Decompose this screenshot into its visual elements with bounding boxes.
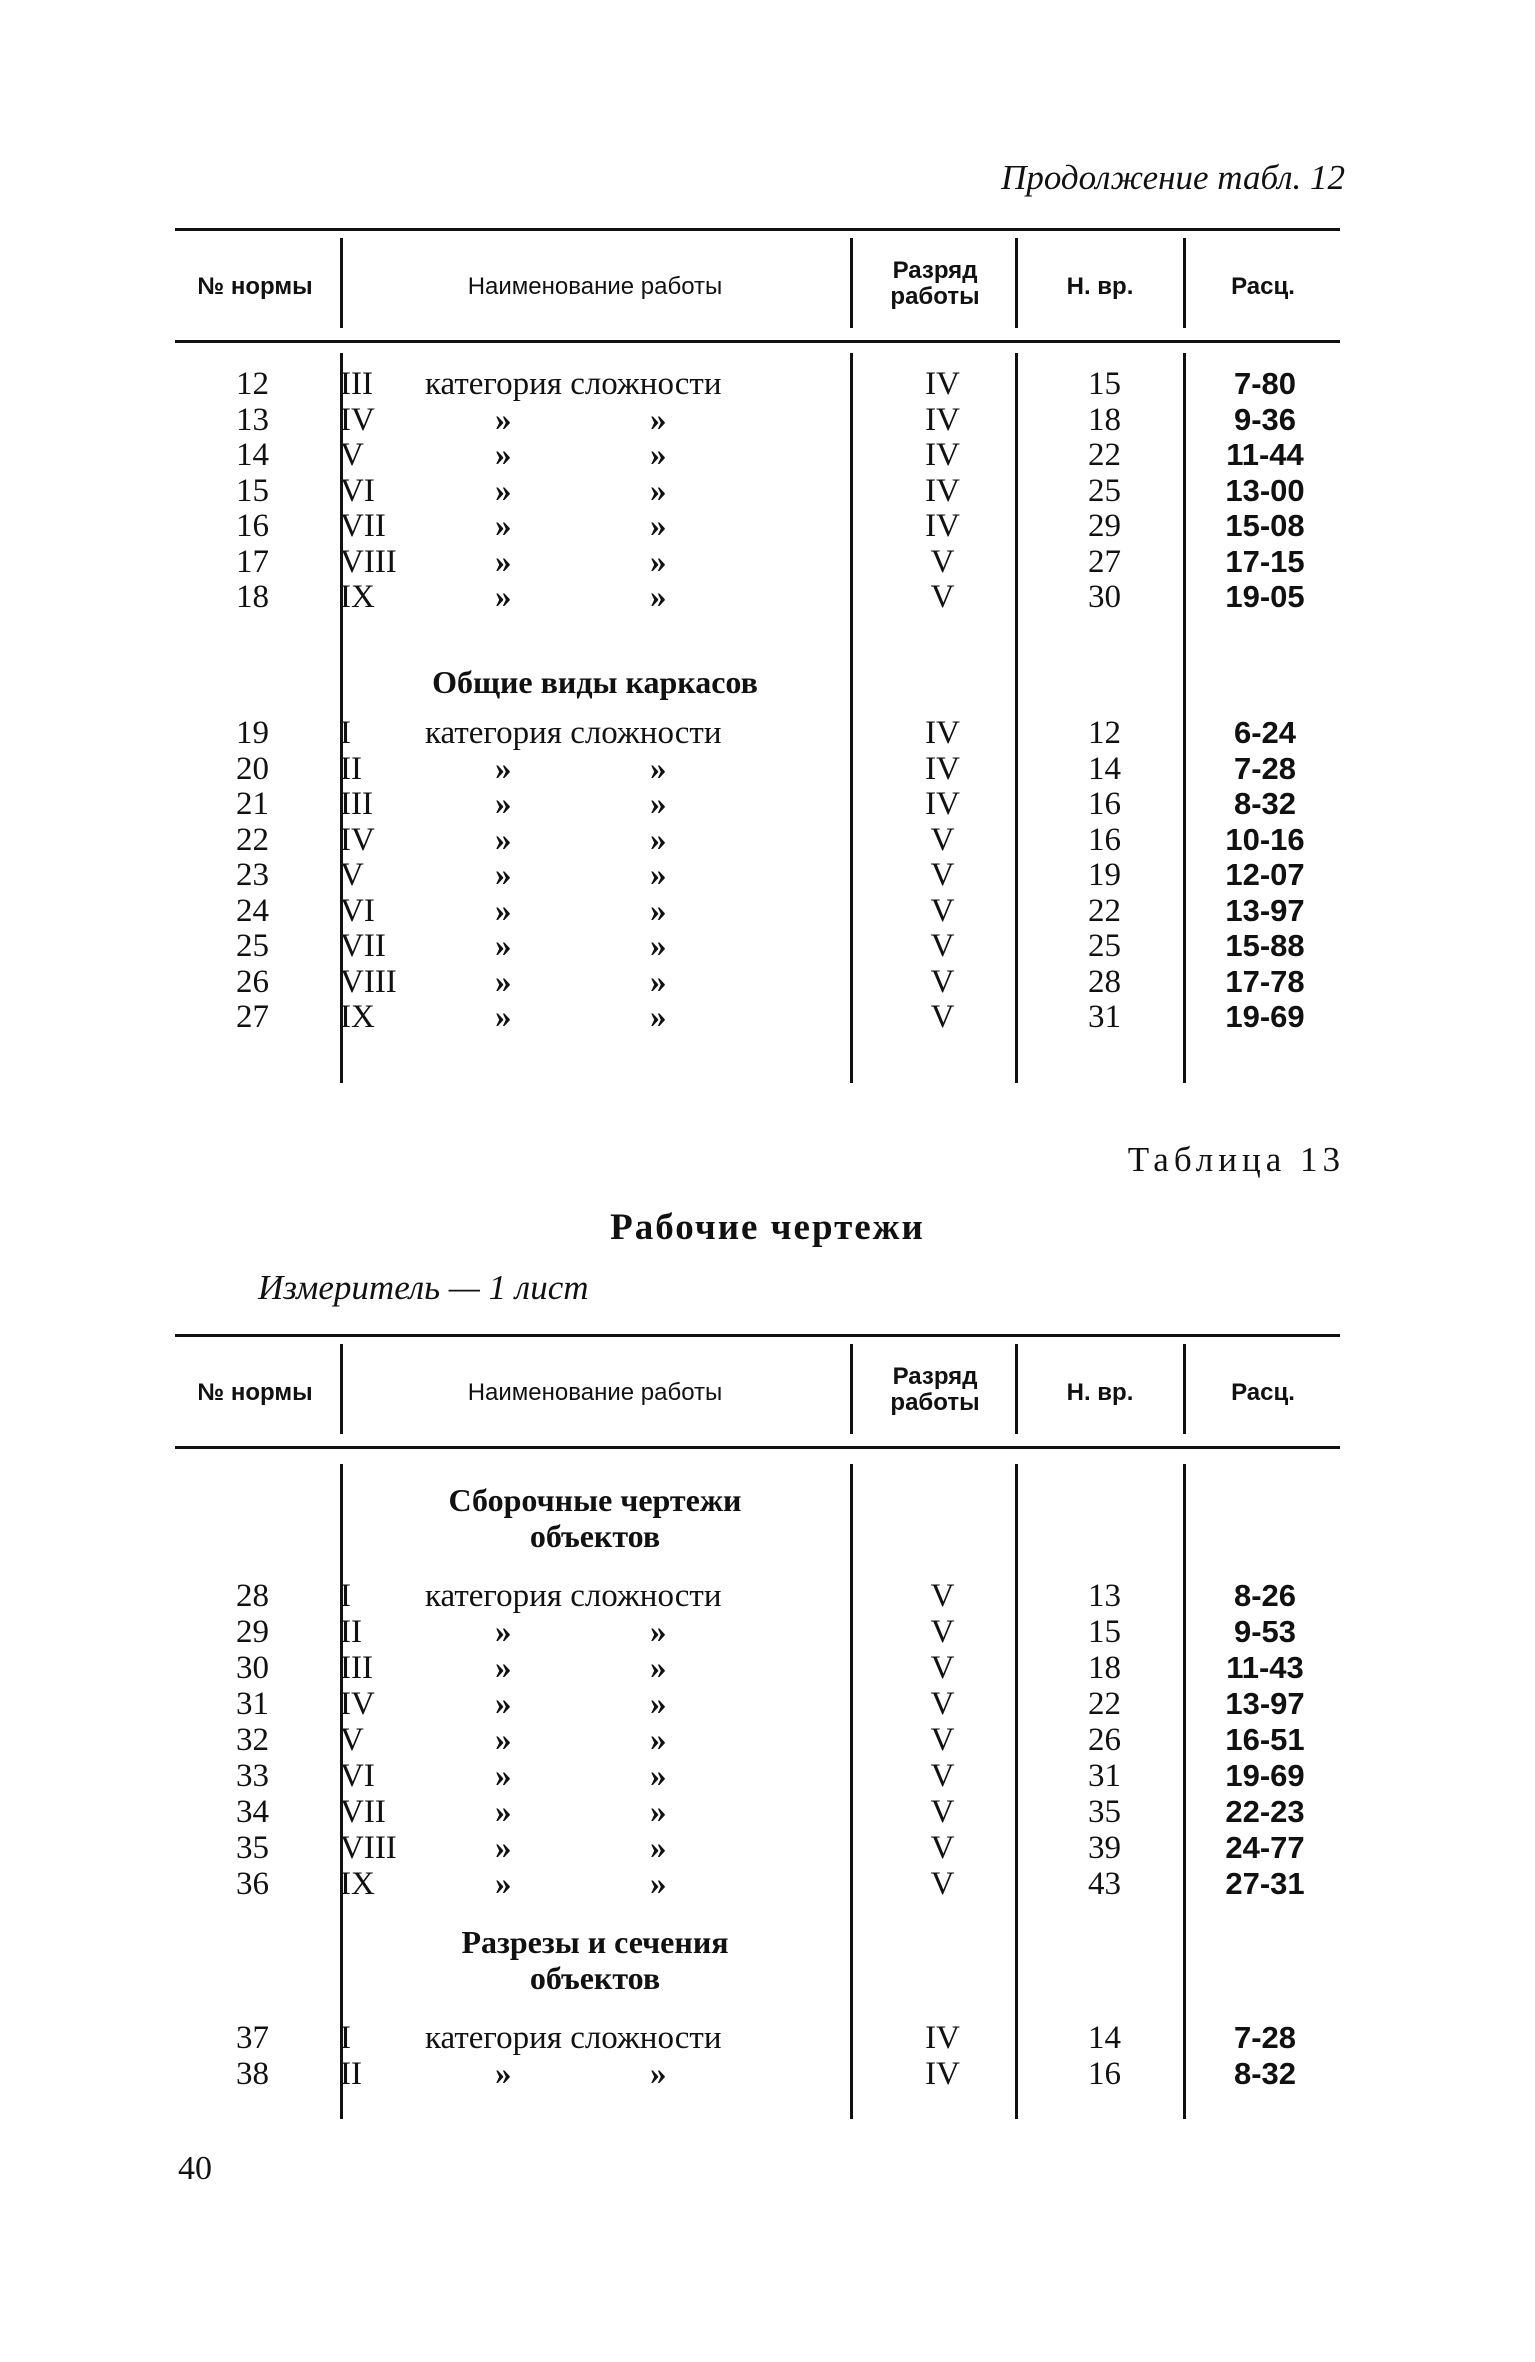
complexity-category: III: [340, 786, 373, 822]
work-grade: IV: [925, 715, 960, 751]
table-12: [175, 228, 1340, 1088]
ditto-mark: »: [650, 999, 667, 1035]
work-grade: V: [930, 857, 955, 893]
work-grade: V: [930, 1614, 955, 1650]
rate: 16-51: [1225, 1722, 1305, 1757]
norm-number: 18: [236, 579, 269, 615]
time-norm: 14: [1088, 2020, 1121, 2056]
section-heading: Общие виды каркасов: [432, 664, 758, 700]
norm-number: 27: [236, 999, 269, 1035]
ditto-mark: »: [650, 963, 667, 1000]
ditto-mark: »: [650, 2056, 667, 2092]
ditto-mark: »: [650, 1830, 667, 1866]
time-norm: 22: [1088, 892, 1121, 929]
col-header-name: Наименование работы: [467, 273, 723, 300]
ditto-mark: »: [495, 2056, 512, 2092]
table-row: [175, 544, 1340, 580]
rate: 27-31: [1225, 1866, 1305, 1901]
complexity-category: VIII: [340, 963, 397, 1000]
norm-number: 31: [236, 1686, 269, 1722]
work-grade: IV: [925, 2020, 960, 2056]
col-header-razr-line1: Разряд: [892, 257, 978, 284]
complexity-category: I: [340, 1578, 351, 1614]
rate: 22-23: [1225, 1794, 1305, 1829]
work-grade: V: [930, 1866, 955, 1902]
col-header-razr: [855, 258, 1015, 310]
table-row: [175, 366, 1340, 402]
norm-number: 13: [236, 401, 269, 438]
complexity-category: IV: [340, 401, 375, 438]
rate: 7-28: [1233, 750, 1297, 786]
work-grade: V: [930, 821, 955, 858]
complexity-category: IV: [340, 1686, 375, 1722]
complexity-category: VIII: [340, 1830, 397, 1866]
complexity-category: IX: [340, 1866, 375, 1902]
rate: 9-36: [1233, 401, 1297, 437]
table-row: [175, 473, 1340, 509]
time-norm: 19: [1088, 857, 1121, 893]
table-row: [175, 437, 1340, 473]
ditto-mark: »: [650, 579, 667, 615]
time-norm: 43: [1088, 1866, 1121, 1902]
ditto-mark: »: [495, 821, 512, 858]
norm-number: 33: [236, 1758, 269, 1794]
work-grade: V: [930, 892, 955, 929]
table-row: [175, 2056, 1340, 2092]
header-divider: [850, 1344, 853, 1434]
complexity-category: VII: [340, 508, 386, 544]
ditto-mark: »: [495, 1794, 512, 1830]
time-norm: 39: [1088, 1830, 1121, 1866]
table-row: [175, 786, 1340, 822]
complexity-category: I: [340, 2020, 351, 2056]
table-row: [175, 928, 1340, 964]
rate: 8-32: [1233, 786, 1297, 821]
norm-number: 26: [236, 963, 269, 1000]
norm-number: 34: [236, 1794, 269, 1830]
ditto-mark: »: [495, 1686, 512, 1722]
work-grade: IV: [925, 437, 960, 473]
complexity-category: IX: [340, 999, 375, 1035]
time-norm: 15: [1088, 366, 1121, 402]
norm-number: 38: [236, 2056, 269, 2092]
norm-number: 23: [236, 857, 269, 893]
ditto-mark: »: [495, 1866, 512, 1902]
table-row: [175, 1830, 1340, 1866]
complexity-category: II: [340, 1614, 362, 1650]
table-row: [175, 751, 1340, 787]
ditto-mark: »: [650, 1866, 667, 1902]
ditto-mark: »: [495, 1614, 512, 1650]
work-grade: V: [930, 1686, 955, 1722]
ditto-mark: »: [495, 1650, 512, 1686]
table-13: [175, 1334, 1340, 2124]
ditto-mark: »: [495, 892, 512, 929]
time-norm: 26: [1088, 1722, 1121, 1758]
time-norm: 14: [1088, 750, 1121, 787]
norm-number: 29: [236, 1614, 269, 1650]
rate: 19-69: [1225, 999, 1305, 1034]
rate: 15-88: [1225, 928, 1305, 963]
table-row: [175, 1758, 1340, 1794]
norm-number: 14: [236, 437, 269, 473]
continuation-caption: Продолжение табл. 12: [1001, 158, 1345, 197]
time-norm: 18: [1088, 1650, 1121, 1686]
complexity-category: V: [340, 437, 364, 473]
norm-number: 28: [236, 1578, 269, 1614]
work-grade: V: [930, 1722, 955, 1758]
table-top-rule: [175, 1334, 1340, 1337]
time-norm: 16: [1088, 821, 1121, 858]
work-grade: V: [930, 579, 955, 615]
complexity-category: VIII: [340, 543, 397, 580]
table-row: [175, 715, 1340, 751]
complexity-category: VI: [340, 1758, 375, 1794]
norm-number: 16: [236, 508, 269, 544]
ditto-mark: »: [650, 786, 667, 822]
section-heading-sections: [335, 1924, 855, 1996]
table-row: [175, 822, 1340, 858]
ditto-mark: »: [495, 1722, 512, 1758]
ditto-mark: »: [495, 401, 512, 438]
complexity-category: VI: [340, 892, 375, 929]
col-header-razr: [855, 1364, 1015, 1416]
time-norm: 25: [1088, 472, 1121, 509]
work-grade: IV: [925, 786, 960, 822]
section-heading-line2: объектов: [529, 1960, 661, 1996]
time-norm: 29: [1088, 508, 1121, 544]
work-grade: V: [930, 999, 955, 1035]
complexity-category: IV: [340, 821, 375, 858]
time-norm: 16: [1088, 786, 1121, 822]
work-grade: V: [930, 1794, 955, 1830]
table-row: [175, 1866, 1340, 1902]
ditto-mark: »: [495, 750, 512, 787]
rate: 10-16: [1225, 821, 1305, 857]
work-name-text: категория сложности: [425, 715, 722, 751]
time-norm: 16: [1088, 2056, 1121, 2092]
work-grade: V: [930, 1830, 955, 1866]
norm-number: 17: [236, 543, 269, 580]
ditto-mark: »: [650, 1722, 667, 1758]
complexity-category: V: [340, 857, 364, 893]
rate: 17-15: [1225, 543, 1305, 579]
ditto-mark: »: [495, 579, 512, 615]
time-norm: 31: [1088, 999, 1121, 1035]
ditto-mark: »: [495, 963, 512, 1000]
col-header-razr-line2: работы: [890, 1389, 980, 1416]
table-row: [175, 1614, 1340, 1650]
ditto-mark: »: [650, 401, 667, 438]
table-row: [175, 1686, 1340, 1722]
table-row: [175, 857, 1340, 893]
rate: 17-78: [1225, 963, 1305, 999]
table-row: [175, 1578, 1340, 1614]
time-norm: 18: [1088, 401, 1121, 438]
norm-number: 20: [236, 750, 269, 787]
work-name-text: категория сложности: [425, 1578, 722, 1614]
time-norm: 22: [1088, 1686, 1121, 1722]
table-row: [175, 579, 1340, 615]
work-grade: V: [930, 1578, 955, 1614]
work-grade: IV: [925, 366, 960, 402]
norm-number: 22: [236, 821, 269, 858]
table-row: [175, 893, 1340, 929]
col-header-no: № нормы: [197, 1379, 313, 1406]
ditto-mark: »: [650, 543, 667, 580]
work-grade: IV: [925, 472, 960, 509]
time-norm: 28: [1088, 963, 1121, 1000]
table-row: [175, 508, 1340, 544]
table-row: [175, 999, 1340, 1035]
section-heading-line1: Сборочные чертежи: [448, 1482, 742, 1518]
work-name-text: категория сложности: [425, 2020, 722, 2056]
norm-number: 12: [236, 366, 269, 402]
header-divider: [340, 1344, 343, 1434]
rate: 19-05: [1225, 579, 1305, 614]
header-divider: [1015, 238, 1018, 328]
section-heading-assembly: [335, 1482, 855, 1554]
time-norm: 22: [1088, 437, 1121, 473]
ditto-mark: »: [495, 508, 512, 544]
header-bottom-rule: [175, 340, 1340, 343]
ditto-mark: »: [650, 928, 667, 964]
measure-caption: Измеритель — 1 лист: [258, 1268, 589, 1307]
ditto-mark: »: [495, 786, 512, 822]
ditto-mark: »: [650, 1794, 667, 1830]
table-row: [175, 1650, 1340, 1686]
work-grade: V: [930, 928, 955, 964]
work-grade: IV: [925, 401, 960, 438]
ditto-mark: »: [650, 821, 667, 858]
table-row: [175, 1722, 1340, 1758]
ditto-mark: »: [650, 750, 667, 787]
header-divider: [1015, 1344, 1018, 1434]
time-norm: 15: [1088, 1614, 1121, 1650]
page-number: 40: [178, 2150, 212, 2187]
time-norm: 13: [1088, 1578, 1121, 1614]
ditto-mark: »: [650, 1650, 667, 1686]
ditto-mark: »: [495, 999, 512, 1035]
ditto-mark: »: [650, 892, 667, 929]
rate: 12-07: [1225, 857, 1305, 892]
ditto-mark: »: [650, 437, 667, 473]
time-norm: 35: [1088, 1794, 1121, 1830]
rate: 6-24: [1233, 715, 1297, 750]
complexity-category: II: [340, 2056, 362, 2092]
header-divider: [340, 238, 343, 328]
table-row: [175, 2020, 1340, 2056]
ditto-mark: »: [495, 928, 512, 964]
ditto-mark: »: [650, 508, 667, 544]
norm-number: 37: [236, 2020, 269, 2056]
rate: 11-44: [1226, 437, 1304, 472]
norm-number: 25: [236, 928, 269, 964]
col-header-rasc: Расц.: [1231, 1379, 1295, 1406]
complexity-category: VII: [340, 928, 386, 964]
ditto-mark: »: [495, 857, 512, 893]
rate: 8-32: [1233, 2056, 1297, 2091]
col-header-no: № нормы: [197, 273, 313, 300]
section-heading-line2: объектов: [529, 1518, 661, 1554]
time-norm: 31: [1088, 1758, 1121, 1794]
complexity-category: II: [340, 750, 362, 787]
col-header-rasc: Расц.: [1231, 273, 1295, 300]
table-row: [175, 964, 1340, 1000]
time-norm: 25: [1088, 928, 1121, 964]
norm-number: 21: [236, 786, 269, 822]
table-title: Рабочие чертежи: [610, 1207, 925, 1248]
table-row: [175, 402, 1340, 438]
rate: 15-08: [1225, 508, 1305, 543]
ditto-mark: »: [650, 1758, 667, 1794]
rate: 8-26: [1233, 1578, 1297, 1613]
norm-number: 36: [236, 1866, 269, 1902]
table-label: Таблица 13: [1127, 1140, 1345, 1179]
rate: 13-00: [1225, 472, 1305, 508]
complexity-category: III: [340, 366, 373, 402]
rate: 9-53: [1233, 1614, 1297, 1649]
time-norm: 30: [1088, 579, 1121, 615]
col-header-nvr: Н. вр.: [1066, 273, 1134, 300]
work-grade: V: [930, 1650, 955, 1686]
header-divider: [1183, 238, 1186, 328]
col-header-razr-line2: работы: [890, 283, 980, 310]
complexity-category: I: [340, 715, 351, 751]
work-grade: V: [930, 963, 955, 1000]
time-norm: 12: [1088, 715, 1121, 751]
ditto-mark: »: [650, 857, 667, 893]
rate: 19-69: [1225, 1758, 1305, 1793]
rate: 13-97: [1225, 892, 1305, 928]
complexity-category: III: [340, 1650, 373, 1686]
work-grade: IV: [925, 750, 960, 787]
time-norm: 27: [1088, 543, 1121, 580]
norm-number: 15: [236, 472, 269, 509]
complexity-category: V: [340, 1722, 364, 1758]
ditto-mark: »: [495, 1830, 512, 1866]
rate: 11-43: [1226, 1650, 1304, 1685]
work-grade: IV: [925, 2056, 960, 2092]
complexity-category: IX: [340, 579, 375, 615]
table-row: [175, 1794, 1340, 1830]
header-divider: [850, 238, 853, 328]
ditto-mark: »: [650, 1614, 667, 1650]
ditto-mark: »: [495, 543, 512, 580]
section-heading-line1: Разрезы и сечения: [461, 1924, 729, 1960]
col-header-name: Наименование работы: [467, 1379, 723, 1406]
norm-number: 24: [236, 892, 269, 929]
work-grade: IV: [925, 508, 960, 544]
norm-number: 19: [236, 715, 269, 751]
norm-number: 30: [236, 1650, 269, 1686]
rate: 7-80: [1233, 366, 1297, 401]
norm-number: 32: [236, 1722, 269, 1758]
rate: 24-77: [1225, 1830, 1305, 1865]
work-grade: V: [930, 543, 955, 580]
rate: 13-97: [1225, 1686, 1305, 1721]
ditto-mark: »: [495, 437, 512, 473]
norm-number: 35: [236, 1830, 269, 1866]
complexity-category: VII: [340, 1794, 386, 1830]
table-top-rule: [175, 228, 1340, 231]
header-divider: [1183, 1344, 1186, 1434]
header-bottom-rule: [175, 1446, 1340, 1449]
ditto-mark: »: [495, 1758, 512, 1794]
rate: 7-28: [1233, 2020, 1297, 2055]
work-name-text: категория сложности: [425, 366, 722, 402]
ditto-mark: »: [650, 472, 667, 509]
complexity-category: VI: [340, 472, 375, 509]
ditto-mark: »: [495, 472, 512, 509]
col-header-razr-line1: Разряд: [892, 1363, 978, 1390]
ditto-mark: »: [650, 1686, 667, 1722]
work-grade: V: [930, 1758, 955, 1794]
col-header-nvr: Н. вр.: [1066, 1379, 1134, 1406]
